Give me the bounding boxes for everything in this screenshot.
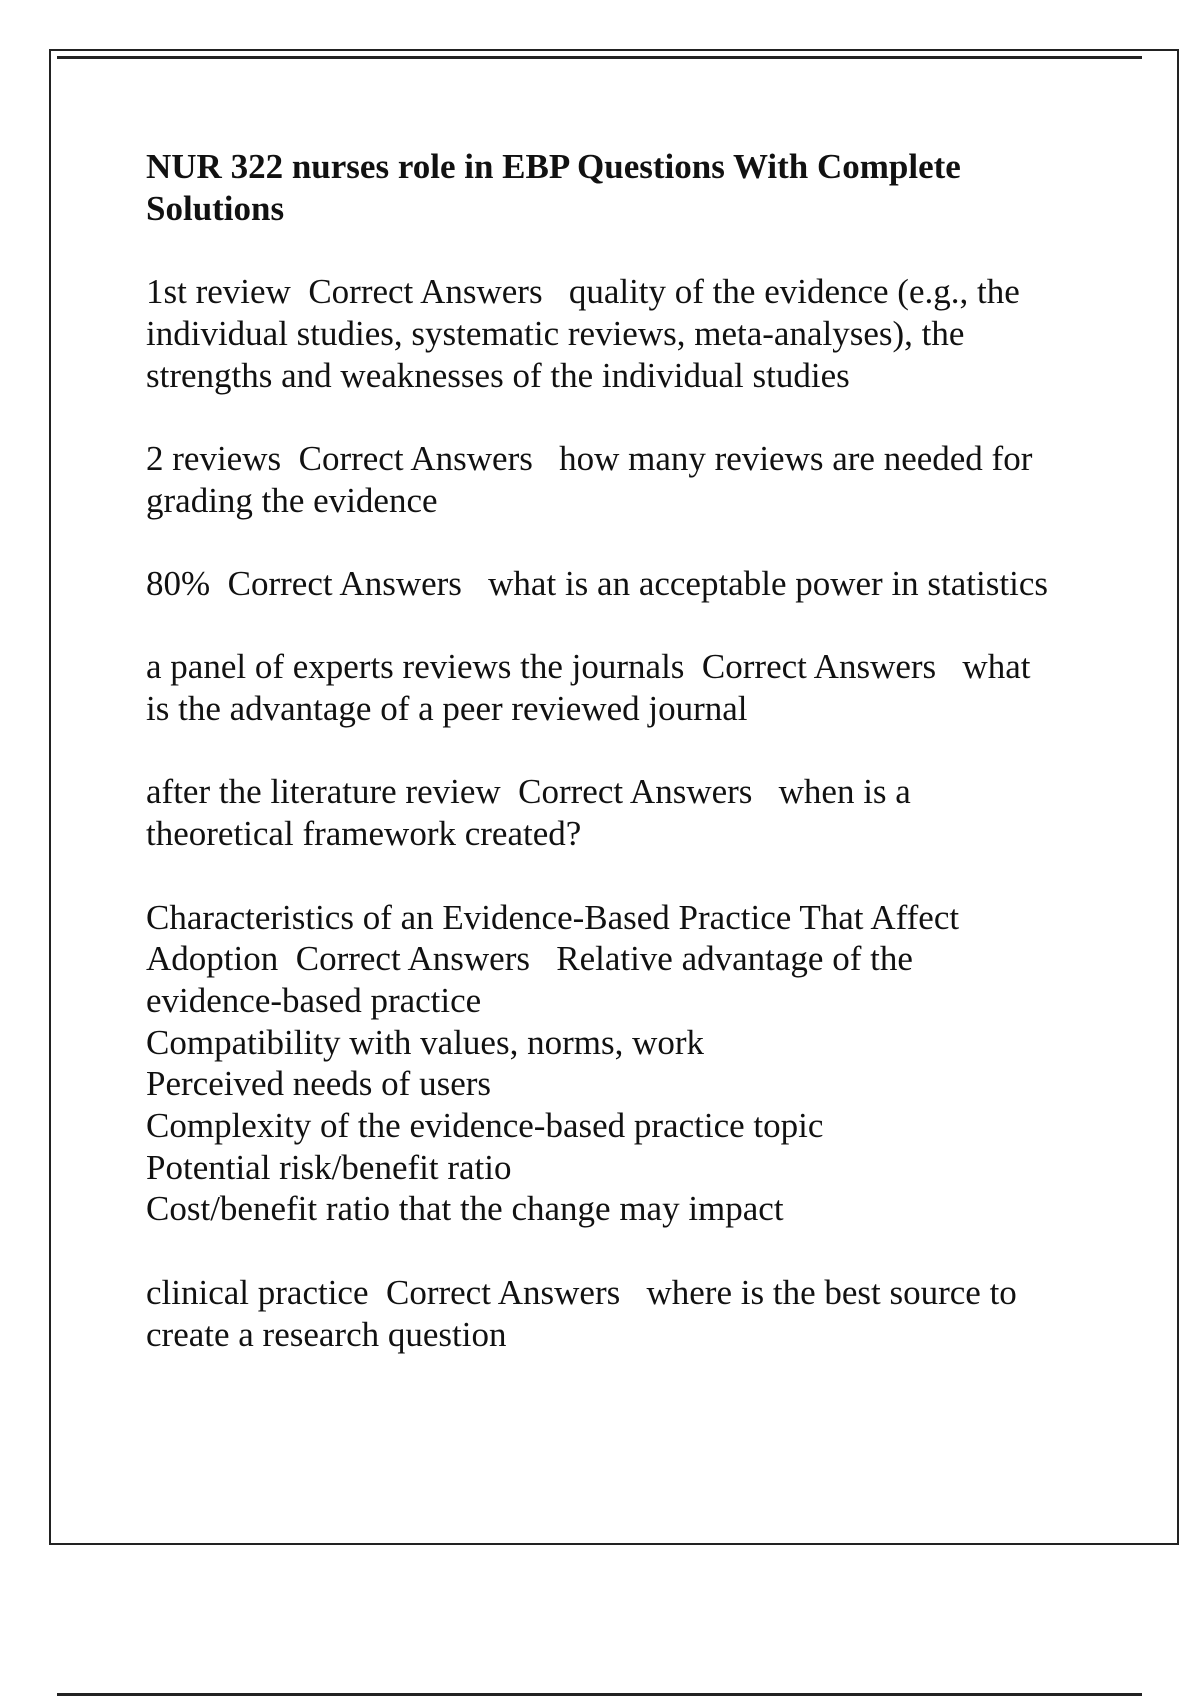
qa-item <box>146 646 1146 729</box>
qa-line: Characteristics of an Evidence-Based Practice That Affect <box>146 897 960 937</box>
qa-item <box>146 438 1146 521</box>
qa-line: grading the evidence <box>146 480 438 520</box>
qa-line: Perceived needs of users <box>146 1064 492 1104</box>
document-body <box>146 146 1146 1397</box>
qa-item <box>146 771 1146 854</box>
qa-line: 80% Correct Answers what is an acceptable power in statistics <box>146 563 1048 603</box>
qa-line: evidence-based practice <box>146 980 482 1020</box>
title-line: NUR 322 nurses role in EBP Questions With Complete <box>146 147 961 186</box>
top-rule <box>57 56 1142 59</box>
title-line: Solutions <box>146 188 285 228</box>
qa-item <box>146 897 1146 1231</box>
qa-line: Cost/benefit ratio that the change may impact <box>146 1189 784 1229</box>
qa-line: after the literature review Correct Answers when is a <box>146 772 911 812</box>
qa-item <box>146 271 1146 396</box>
qa-line: 2 reviews Correct Answers how many reviews are needed for <box>146 438 1033 478</box>
qa-line: 1st review Correct Answers quality of the evidence (e.g., the <box>146 272 1020 312</box>
qa-line: individual studies, systematic reviews, meta-analyses), the <box>146 313 965 353</box>
qa-item <box>146 1272 1146 1355</box>
qa-line: strengths and weaknesses of the individual studies <box>146 355 850 395</box>
qa-line: is the advantage of a peer reviewed journal <box>146 689 748 729</box>
qa-line: Potential risk/benefit ratio <box>146 1147 512 1187</box>
qa-line: clinical practice Correct Answers where is the best source to <box>146 1272 1017 1312</box>
qa-item <box>146 563 1146 605</box>
qa-line: Compatibility with values, norms, work <box>146 1022 705 1062</box>
document-title <box>146 146 1146 229</box>
qa-line: a panel of experts reviews the journals Correct Answers what <box>146 647 1031 687</box>
qa-line: create a research question <box>146 1314 507 1354</box>
bottom-rule <box>57 1693 1142 1696</box>
qa-line: Adoption Correct Answers Relative advantage of the <box>146 939 913 979</box>
qa-line: Complexity of the evidence-based practice topic <box>146 1106 824 1146</box>
qa-line: theoretical framework created? <box>146 814 582 854</box>
